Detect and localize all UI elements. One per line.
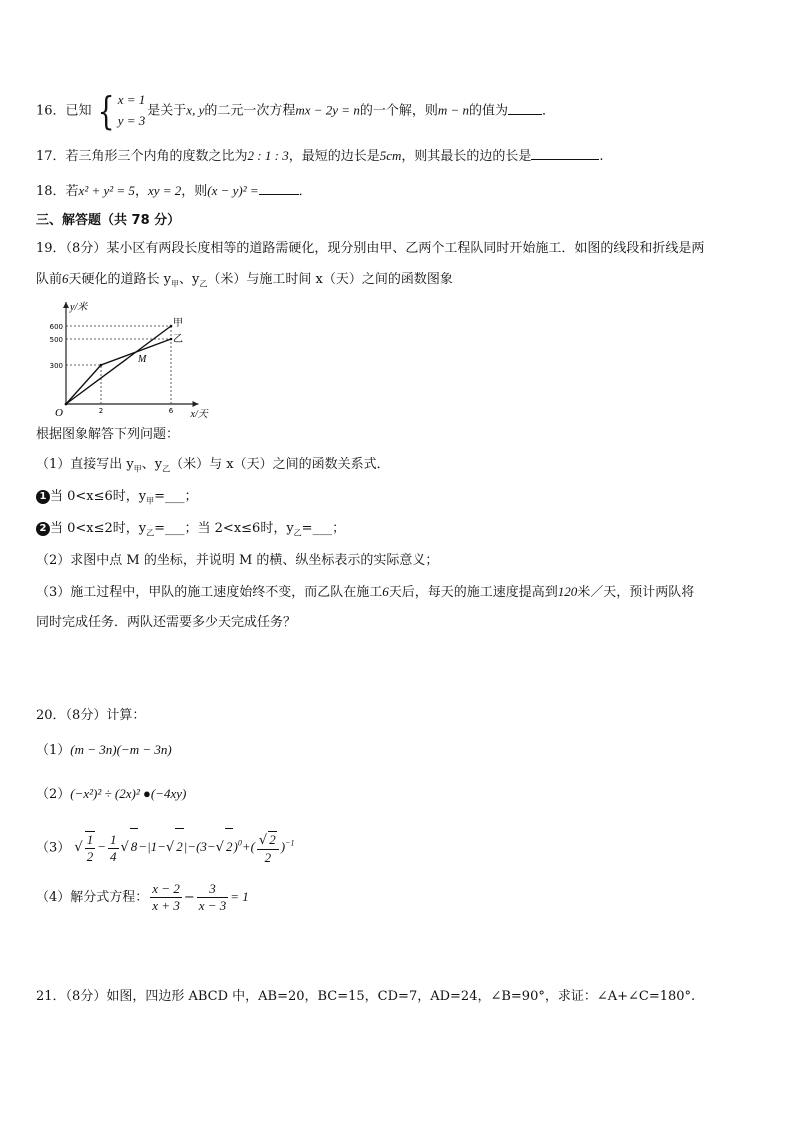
q18-sep: ，	[134, 184, 148, 199]
q20-part-1	[36, 741, 172, 760]
q20-label: （2）	[36, 787, 71, 802]
q17-ratio: 2 : 1 : 3	[247, 148, 289, 163]
y-tick-label: 600	[49, 323, 63, 331]
circled-number: 1	[36, 490, 50, 504]
data-point	[100, 364, 103, 367]
q20-label: （3）	[36, 840, 71, 856]
q18-expr-3: (x − y)² =	[207, 183, 259, 198]
system-eq-1: x = 1	[117, 92, 146, 107]
q16-text-3: 的一个解，则	[359, 103, 438, 119]
subscript: 乙	[293, 528, 302, 538]
series-label: 乙	[173, 334, 183, 345]
origin-label: O	[55, 407, 63, 418]
q16-expr: m − n	[437, 102, 470, 118]
q19-text: （米）与施工时间 x（天）之间的函数图象	[207, 272, 453, 287]
q19-line-2	[36, 270, 453, 294]
q19-part-3	[36, 583, 694, 602]
data-point	[170, 338, 173, 341]
x-tick-label: 2	[98, 407, 104, 415]
q17-length: 5cm	[379, 148, 402, 163]
q19-text: 当 0<x≤2时，y	[50, 521, 147, 536]
q17-text-3: ，则其最长的边的长是	[401, 149, 532, 164]
question-16	[36, 90, 555, 132]
q20-expr-3: √ $\frac{1}{2}$ − $\frac{1}{4}$ √ 8−|1−√ 2|−(3−√ 2)$^0$+( $\frac{√ 2}{2}$ )$^{-1}$	[74, 839, 294, 854]
subscript: 乙	[162, 464, 171, 474]
subscript: 甲	[133, 464, 142, 474]
q20-part-3	[36, 826, 294, 866]
q19-text: 天硬化的道路长 y	[68, 272, 171, 287]
q19-text: 米／天，预计两队将	[577, 585, 695, 600]
equation-system: { x = 1 y = 3	[97, 89, 146, 133]
q17-text-1: 17．若三角形三个内角的度数之比为	[36, 149, 248, 164]
operator: −	[183, 890, 195, 905]
section-heading: 三、解答题（共 78 分）	[36, 213, 181, 228]
q17-text-2: ，最短的边长是	[288, 149, 380, 164]
q16-text-1: 是关于	[147, 103, 187, 119]
q18-text-2: ，则	[181, 184, 208, 199]
fraction-1	[150, 881, 182, 914]
q19-intro: 根据图象解答下列问题：	[36, 427, 180, 442]
y-axis-label: y/米	[70, 302, 88, 313]
x-tick-label: 6	[168, 407, 174, 415]
q19-text: 天后，每天的施工速度提高到	[388, 585, 558, 600]
answer-blank[interactable]	[531, 146, 599, 160]
q19-part-2: （2）求图中点 M 的坐标，并说明 M 的横、纵坐标表示的实际意义；	[36, 553, 439, 568]
q19-days: 6	[62, 271, 69, 286]
q19-text: （米）与 x（天）之间的函数关系式．	[170, 457, 390, 472]
q17-end: .	[599, 149, 604, 164]
q19-text: =___；当 2<x≤6时，y	[154, 521, 294, 536]
series-label: 甲	[173, 318, 183, 329]
q20-part-4	[36, 879, 249, 916]
y-tick-label: 300	[49, 362, 63, 370]
question-21: 21．（8分）如图，四边形 ABCD 中，AB=20，BC=15，CD=7，AD=24，∠B=90°，求证：∠A+∠C=180°.	[36, 989, 696, 1004]
subscript: 甲	[171, 279, 179, 289]
numerator: x − 2	[152, 881, 180, 896]
q19-speed: 120	[557, 584, 578, 599]
q19-case-2	[36, 520, 345, 543]
series-line	[66, 326, 171, 404]
x-axis-label: x/天	[190, 409, 208, 418]
q20-expr-2: (−x²)² ÷ (2x)² ●(−4xy)	[70, 786, 187, 801]
y-tick-label: 500	[49, 336, 63, 344]
question-18	[36, 181, 312, 201]
q20-label: （4）解分式方程：	[36, 890, 149, 905]
fraction-2	[197, 881, 229, 914]
equation-rhs: = 1	[230, 889, 249, 904]
q19-text: （1）直接写出 y	[36, 457, 134, 472]
q20-expr-1: (m − 3n)(−m − 3n)	[70, 742, 172, 757]
data-point	[65, 403, 68, 406]
q19-part-3-cont: 同时完成任务．两队还需要多少天完成任务？	[36, 615, 297, 630]
point-m-label: M	[138, 354, 147, 365]
q16-vars: x, y	[186, 102, 205, 118]
function-graph	[36, 298, 226, 418]
q19-text: （3）施工过程中，甲队的施工速度始终不变，而乙队在施工	[36, 585, 383, 600]
subscript: 甲	[146, 496, 155, 506]
q16-number: 16．已知	[36, 103, 92, 119]
subscript: 乙	[199, 279, 208, 289]
q19-part-1	[36, 456, 390, 479]
q16-text-2: 的二元一次方程	[204, 103, 296, 119]
numerator: 3	[197, 881, 229, 898]
q18-end: ．	[298, 184, 312, 199]
x-axis-arrow	[193, 401, 199, 407]
answer-blank[interactable]	[259, 181, 299, 195]
answer-blank[interactable]	[508, 101, 542, 115]
question-17	[36, 146, 604, 166]
denominator: x + 3	[152, 898, 180, 913]
q19-case-1	[36, 488, 198, 511]
circled-number: 2	[36, 522, 50, 536]
q20-label: （1）	[36, 743, 71, 758]
q19-line-1: 19．（8分）某小区有两段长度相等的道路需硬化，现分别由甲、乙两个工程队同时开始施工．如图的线段和折线是两	[36, 241, 705, 256]
denominator: x − 3	[198, 898, 227, 913]
q19-text: =___；	[154, 489, 198, 504]
q16-text-4: 的值为	[469, 103, 509, 119]
q20-heading: 20．（8分）计算：	[36, 708, 146, 723]
q18-expr-1: x² + y² = 5	[78, 183, 135, 198]
q19-text: 当 0<x≤6时，y	[50, 489, 147, 504]
q19-days: 6	[382, 584, 389, 599]
q19-text: 、y	[141, 457, 163, 472]
subscript: 乙	[146, 528, 155, 538]
q19-text: 队前	[36, 272, 63, 287]
q20-part-2	[36, 785, 186, 804]
system-eq-2: y = 3	[117, 113, 146, 128]
q19-text: =___；	[301, 521, 346, 536]
y-axis-arrow	[63, 302, 69, 308]
q18-expr-2: xy = 2	[147, 183, 182, 198]
q19-text: 、y	[179, 272, 200, 287]
q16-equation: mx − 2y = n	[295, 102, 360, 118]
series-line	[66, 339, 171, 404]
q18-text-1: 18．若	[36, 184, 79, 199]
data-point	[170, 325, 173, 328]
q16-end: ．	[542, 103, 556, 119]
